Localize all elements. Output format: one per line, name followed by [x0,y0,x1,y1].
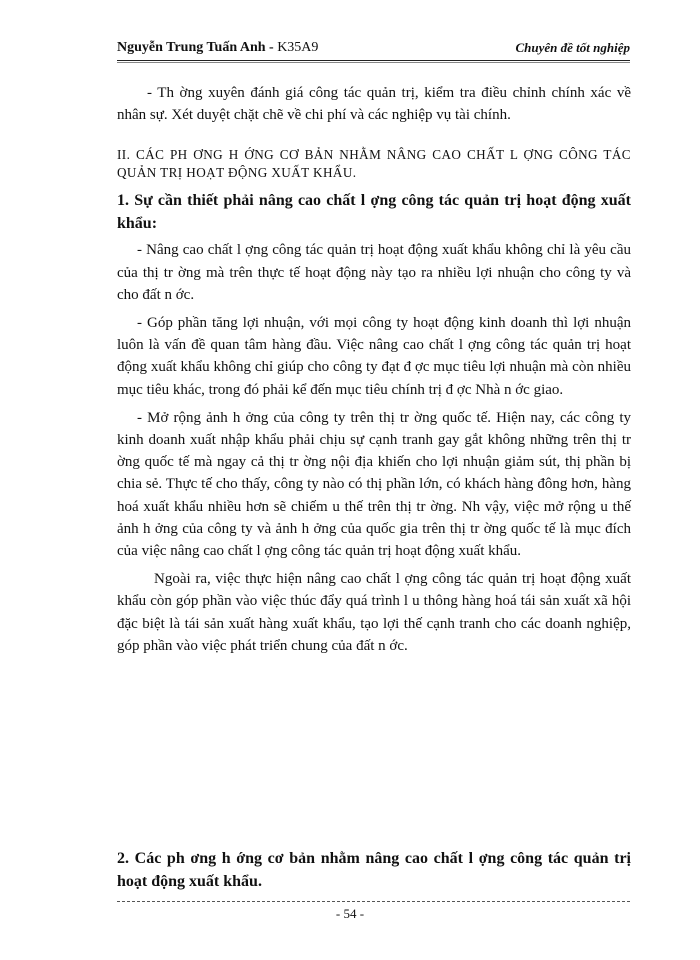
heading-1: 1. Sự cần thiết phải nâng cao chất l ợng công tác quản trị hoạt động xuất khẩu: [117,192,631,233]
section-title: II. CÁC PH ƠNG H ỚNG CƠ BẢN NHẰM NÂNG CAO CHẤT L ỢNG CÔNG TÁC QUẢN TRỊ HOẠT ĐỘNG XUẤT KHẨU. [117,147,631,181]
bullet-3: - Mở rộng ảnh h ởng của công ty trên thị tr ờng quốc tế. Hiện nay, các công ty kinh doanh xuất nhập khẩu phải chịu sự cạnh tranh gay gắt không những trên thị tr ờng quốc tế mà ngay cả thị tr ờng nội địa khiến cho lợi nhuận giảm sút, thị phần bị chia sẻ. Thực tế cho thấy, công ty nào có thị phần lớn, có khách hàng đông hơn, hàng hoá xuất khẩu nhiều hơn sẽ chiếm u thế trên thị tr ờng. Nh vậy, việc mở rộng u thế ảnh h ởng của công ty và ảnh h ởng của quốc gia trên thị tr ờng quốc tế là mục đích của việc nâng cao chất l ợng công tác quản trị hoạt động xuất khẩu. [117,409,631,560]
page-number: - 54 - [335,906,365,921]
paragraph-top: - Th ờng xuyên đánh giá công tác quản trị, kiểm tra điều chỉnh chính xác về nhân sự. Xét duyệt chặt chẽ về chi phí và các nghiệp vụ tài chính. [117,85,631,124]
header-author: Nguyễn Trung Tuấn Anh [117,40,266,55]
header-separator: - [265,40,278,55]
header-rule-thin [117,62,630,63]
header-doc-type: Chuyên đề tốt nghiệp [515,40,630,55]
heading-2: 2. Các ph ơng h ớng cơ bản nhằm nâng cao chất l ợng công tác quản trị hoạt động xuất khẩu. [117,850,631,890]
paragraph-4: Ngoài ra, việc thực hiện nâng cao chất l ợng công tác quản trị hoạt động xuất khẩu còn góp phần vào việc thúc đẩy quá trình l u thông hàng hoá tái sản xuất xã hội đặc biệt là tái sản xuất hàng xuất khẩu, tạo lợi thế cạnh tranh cho các doanh nghiệp, góp phần vào việc phát triển chung của đất n ớc. [117,571,631,654]
bullet-1: - Nâng cao chất l ợng công tác quản trị hoạt động xuất khẩu không chỉ là yêu cầu của thị tr ờng mà trên thực tế hoạt động này tạo ra nhiều lợi nhuận cho công ty và cho đất n ớc. [117,242,631,303]
header-class-code: K35A9 [277,40,319,55]
header-rule [117,60,630,61]
bullet-2: - Góp phần tăng lợi nhuận, với mọi công ty hoạt động kinh doanh thì lợi nhuận luôn là vấn đề quan tâm hàng đầu. Việc nâng cao chất l ợng công tác quản trị hoạt động xuất khẩu không chỉ giúp cho công ty đạt đ ợc mục tiêu lợi nhuận mà còn nhiều mục tiêu khác, trong đó phải kể đến mục tiêu chính trị đ ợc Nhà n ớc giao. [117,315,631,398]
header-author-block [117,40,318,56]
page-body [117,82,631,657]
page-header [117,38,630,58]
footer-rule [117,901,630,902]
